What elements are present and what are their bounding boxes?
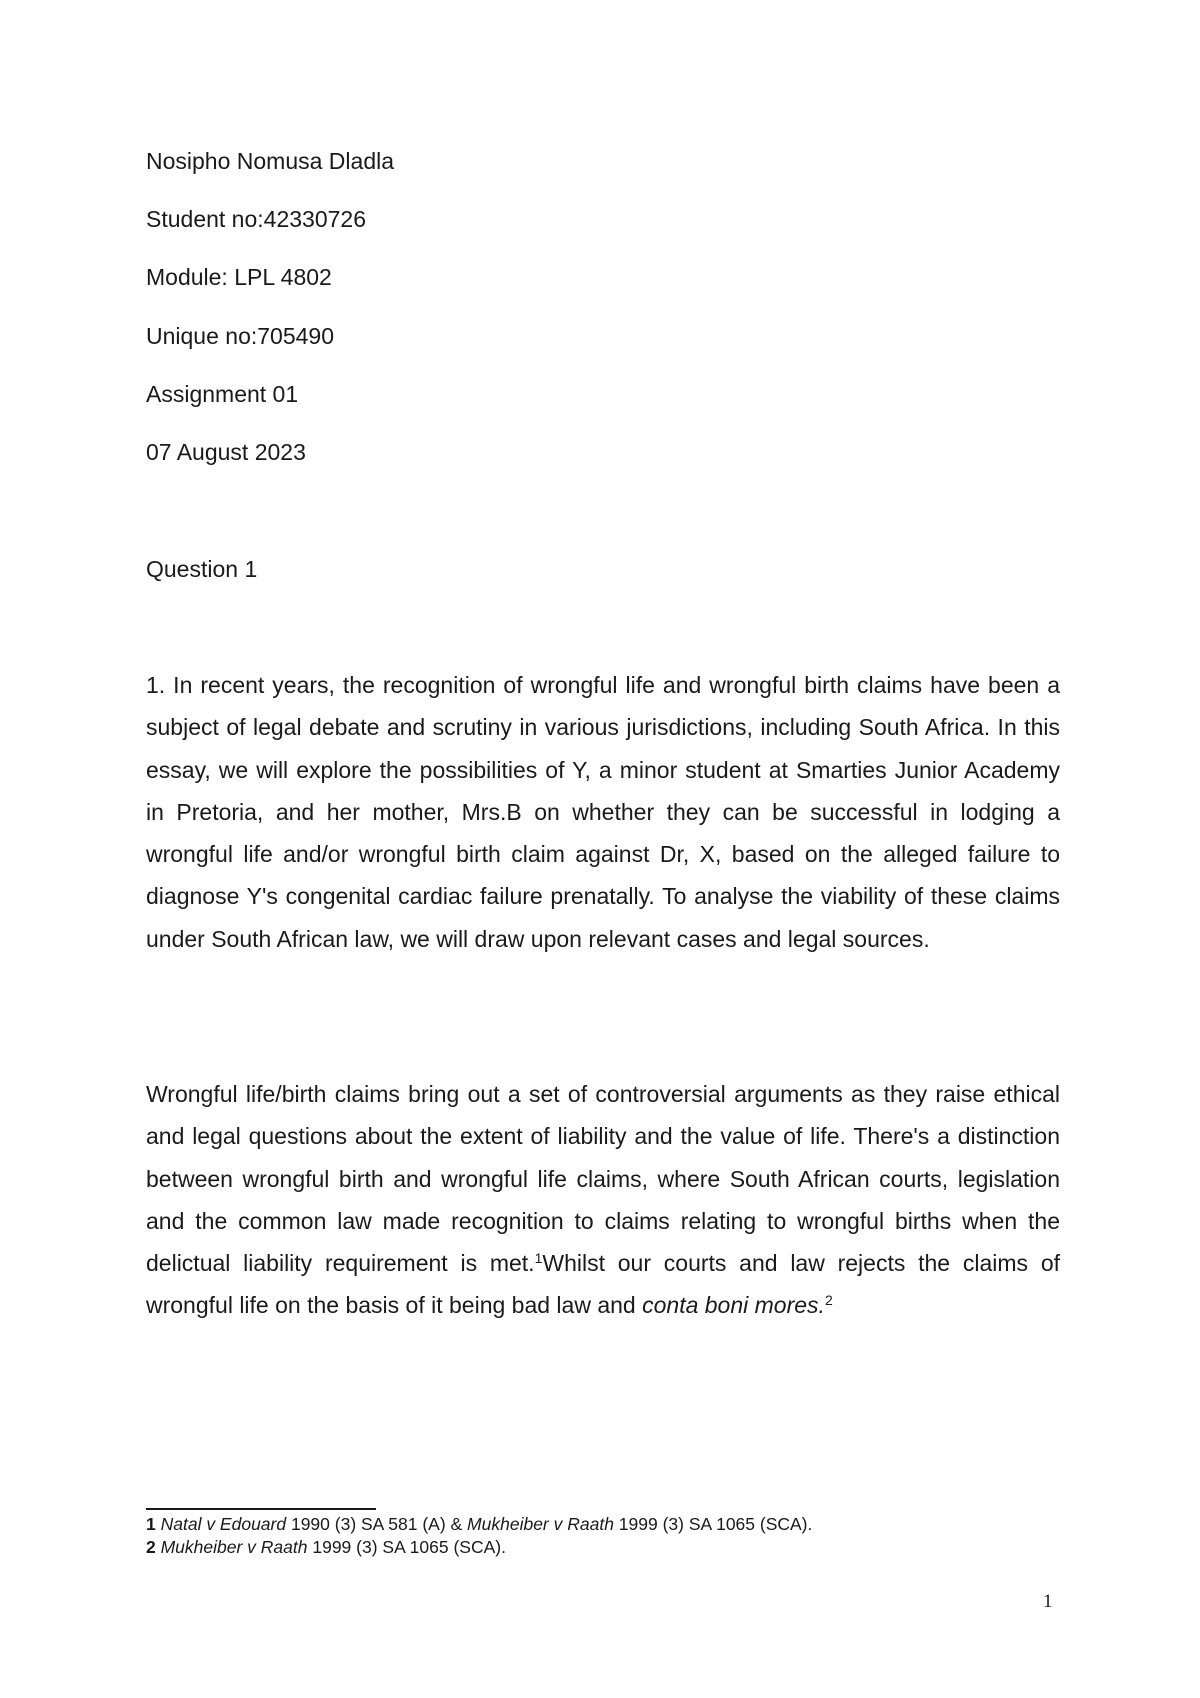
paragraph-distinction-text: Wrongful life/birth claims bring out a set of controversial arguments as they raise ethical and legal questions about the extent of liability and the value of life. There's a distinction between wrongful birth and wrongful life claims, where South African courts, legislation and the common law made recognition to claims relating to wrongful births when the delictual liability requirement is met. — [146, 1081, 1060, 1277]
footnote-2-citation-1: 1999 (3) SA 1065 (SCA). — [307, 1537, 506, 1557]
footnote-1 — [146, 1513, 812, 1535]
latin-phrase: conta boni mores. — [642, 1292, 825, 1319]
footnote-2 — [146, 1536, 506, 1558]
module-code: Module: LPL 4802 — [146, 264, 332, 290]
footnote-1-case-2: Mukheiber v Raath — [467, 1514, 614, 1534]
footnote-1-case-1: Natal v Edouard — [160, 1514, 287, 1534]
footnote-ref-2[interactable]: 2 — [824, 1292, 833, 1309]
author-name: Nosipho Nomusa Dladla — [146, 148, 395, 174]
footnote-ref-1[interactable]: 1 — [534, 1250, 543, 1267]
paragraph-distinction — [146, 1073, 1060, 1327]
footnote-1-number: 1 — [146, 1514, 156, 1534]
submission-date: 07 August 2023 — [146, 439, 306, 465]
footnote-1-citation-1: 1990 (3) SA 581 (A) & — [286, 1514, 468, 1534]
paragraph-intro: 1. In recent years, the recognition of wrongful life and wrongful birth claims have been a subject of legal debate and scrutiny in various jurisdictions, including South Africa. In this essay, we will explore the possibilities of Y, a minor student at Smarties Junior Academy in Pretoria, and her mother, Mrs.B on whether they can be successful in lodging a wrongful life and/or wrongful birth claim against Dr, X, based on the alleged failure to diagnose Y's congenital cardiac failure prenatally. To analyse the viability of these claims under South African law, we will draw upon relevant cases and legal sources. — [146, 672, 1060, 952]
footnote-2-number: 2 — [146, 1537, 156, 1557]
footnote-1-citation-2: 1999 (3) SA 1065 (SCA). — [613, 1514, 813, 1534]
question-heading: Question 1 — [146, 556, 258, 582]
student-number: Student no:42330726 — [146, 206, 366, 232]
page-number: 1 — [1043, 1591, 1053, 1612]
footnote-separator — [146, 1508, 376, 1510]
unique-number: Unique no:705490 — [146, 323, 334, 349]
assignment-label: Assignment 01 — [146, 381, 299, 407]
paragraph-distinction-text-2: Whilst our courts and law rejects the claims of wrongful life on the basis of it being bad law and — [146, 1250, 1060, 1319]
footnote-2-case-1: Mukheiber v Raath — [160, 1537, 308, 1557]
